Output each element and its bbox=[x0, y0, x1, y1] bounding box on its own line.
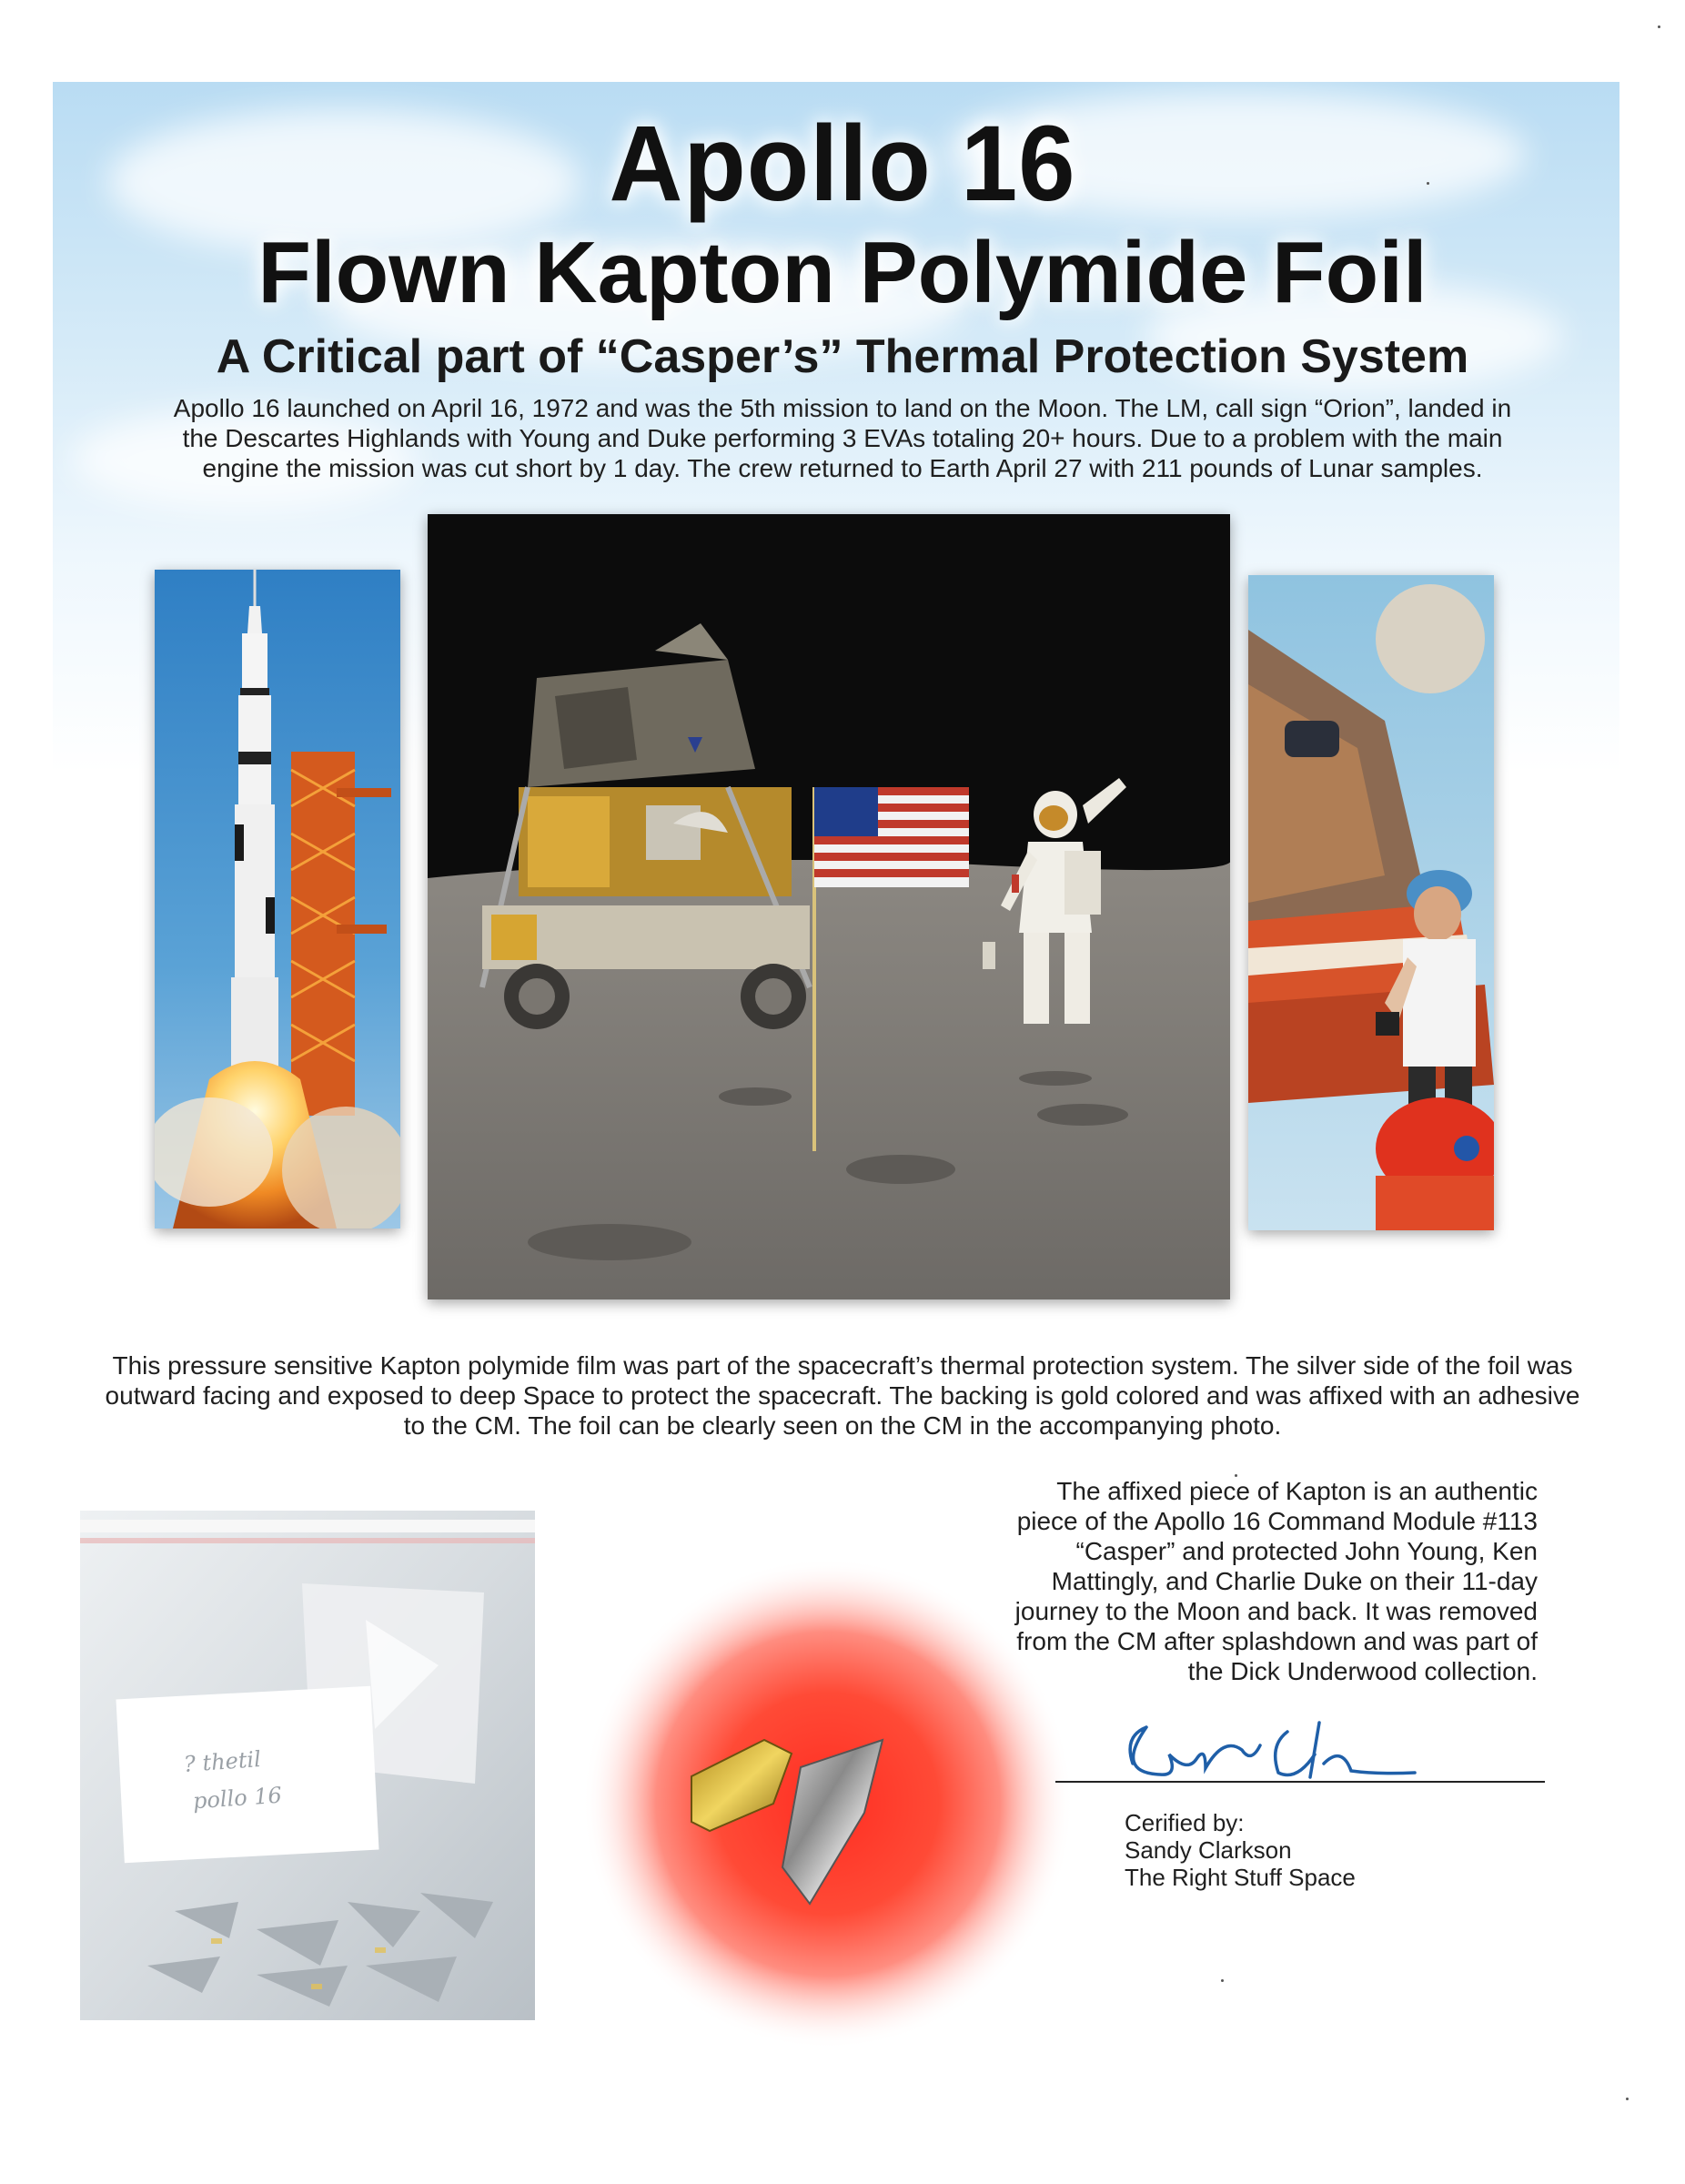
certifier-name: Sandy Clarkson bbox=[1125, 1836, 1292, 1864]
intro-paragraph: Apollo 16 launched on April 16, 1972 and was the 5th mission to land on the Moon. The LM, call sign “Orion”, landed in the Descartes Highlands with Young and Duke performing 3 EVAs totaling 20+ hours. Due to a problem with the main engine the mission was cut short by 1 day. The crew returned to Earth April 27 with 211 pounds of Lunar samples. bbox=[173, 394, 1512, 482]
scan-speck bbox=[1235, 1474, 1237, 1477]
kapton-description-paragraph: This pressure sensitive Kapton polymide film was part of the spacecraft’s thermal protection system. The silver side of the foil was outward facing and exposed to deep Space to protect the spacecraft. The backing is gold colored and was affixed with an adhesive to the CM. The foil can be clearly seen on the CM in the accompanying photo. bbox=[105, 1351, 1580, 1440]
rocket-launch-image bbox=[155, 570, 400, 1228]
saturn-v-launch-photo bbox=[155, 570, 400, 1228]
sample-bag-photo bbox=[75, 1511, 544, 2029]
bag-image bbox=[75, 1511, 544, 2029]
scan-speck bbox=[1658, 25, 1660, 28]
signature bbox=[1105, 1709, 1433, 1791]
certifier-label: Cerified by: bbox=[1125, 1809, 1245, 1836]
scan-speck bbox=[1427, 182, 1429, 185]
page-title: Apollo 16 bbox=[609, 103, 1076, 224]
scan-speck bbox=[1626, 2098, 1629, 2100]
page-subtitle: Flown Kapton Polymide Foil bbox=[257, 224, 1428, 321]
command-module-recovery-photo bbox=[1248, 575, 1494, 1230]
page-tagline: A Critical part of “Casper’s” Thermal Protection System bbox=[216, 330, 1469, 383]
certificate-paragraph: The affixed piece of Kapton is an authentic piece of the Apollo 16 Command Module #113 “Casper” and protected John Young, Ken Mattingly, and Charlie Duke on their 11-day journey to the Moon and back. It was removed from the CM after splashdown and was part of the Dick Underwood collection. bbox=[1014, 1477, 1538, 1685]
lunar-surface-image bbox=[428, 514, 1230, 1299]
recovery-image bbox=[1248, 575, 1494, 1230]
certifier-block bbox=[1125, 1809, 1356, 1891]
lunar-surface-flag-salute-photo bbox=[428, 514, 1230, 1299]
scan-speck bbox=[1221, 1979, 1224, 1982]
signature-image bbox=[1105, 1709, 1433, 1791]
bag-label-line-2: pollo 16 bbox=[192, 1782, 283, 1815]
signature-line bbox=[1055, 1781, 1545, 1783]
bag-label-line-1: ? thetil bbox=[183, 1746, 262, 1777]
certifier-company: The Right Stuff Space bbox=[1125, 1864, 1356, 1891]
